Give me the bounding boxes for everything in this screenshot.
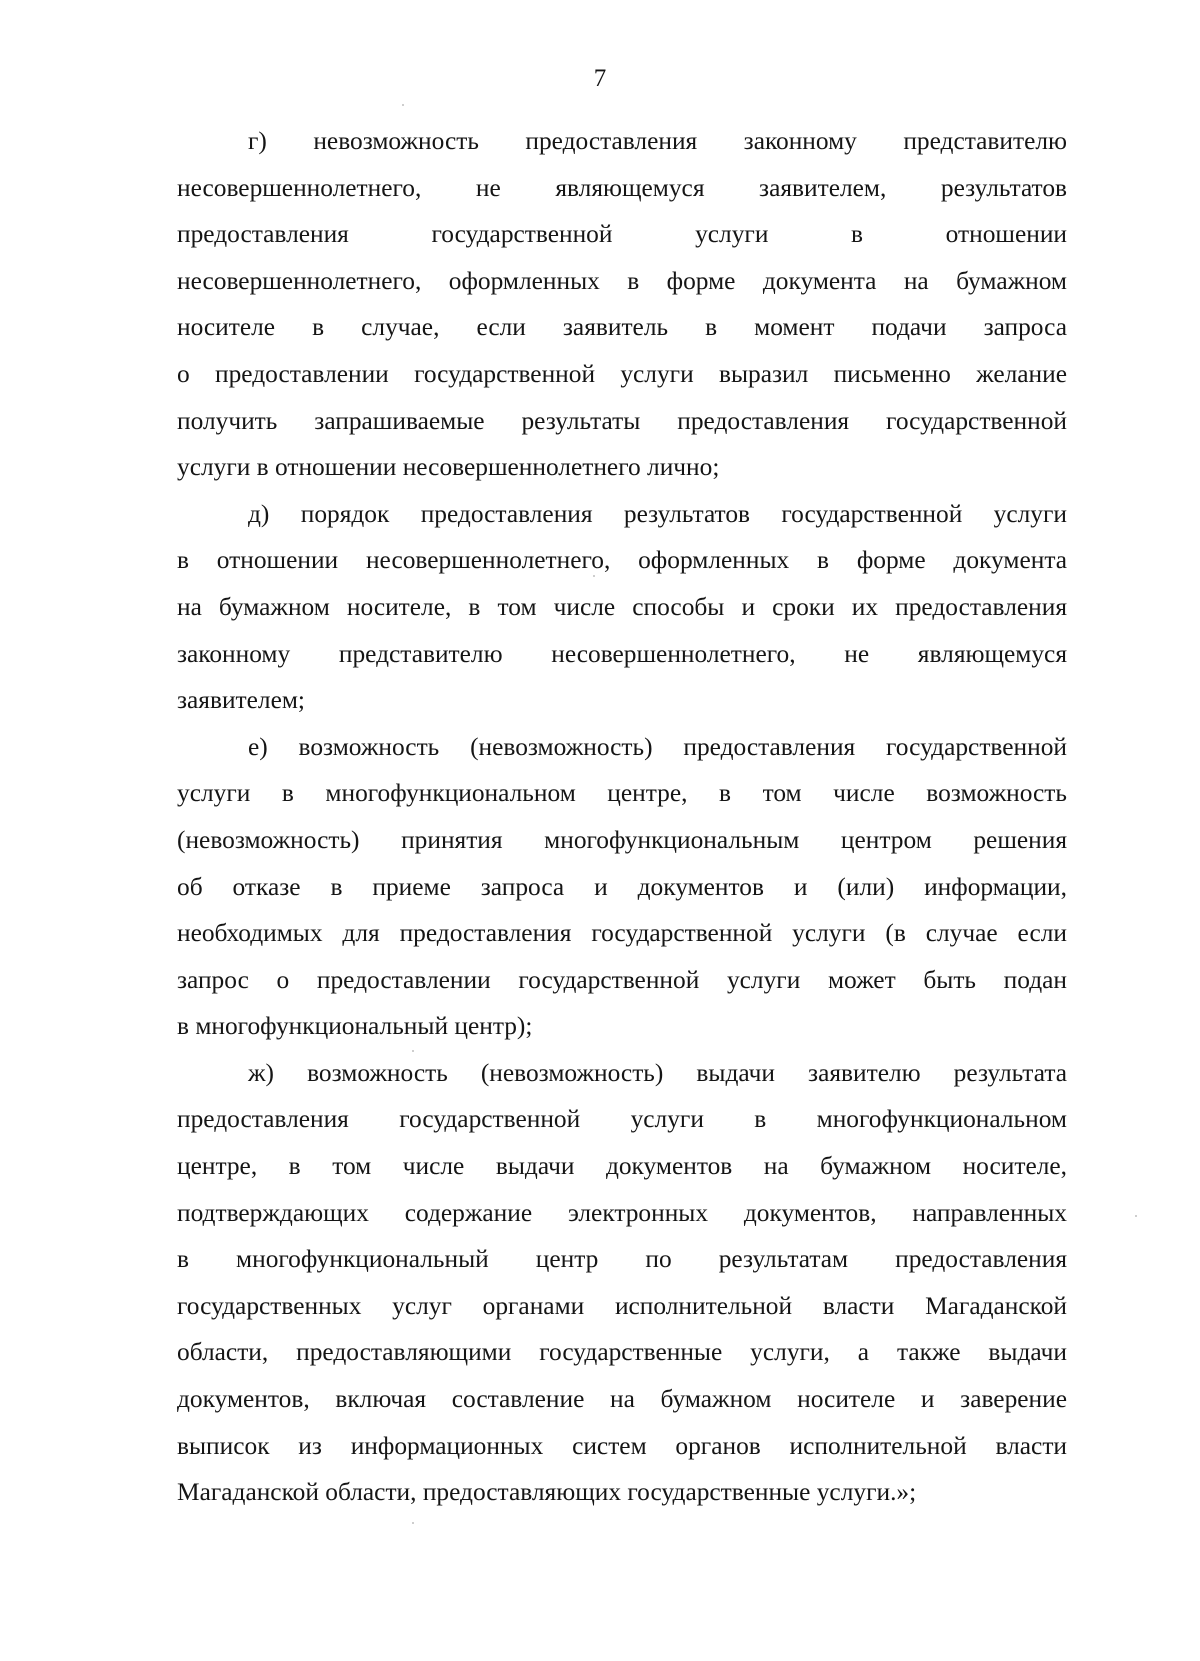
text-line: предоставления государственной услуги в отношении bbox=[177, 220, 1067, 249]
paragraph-d bbox=[177, 491, 1067, 724]
paragraph-e bbox=[177, 724, 1067, 1050]
text-line: об отказе в приеме запроса и документов и (или) информации, bbox=[177, 872, 1067, 901]
page-number: 7 bbox=[593, 65, 607, 92]
scan-speck bbox=[1135, 1215, 1137, 1217]
text-line: д) порядок предоставления результатов государственной услуги bbox=[248, 499, 1067, 528]
scan-speck bbox=[402, 104, 404, 106]
text-line: государственных услуг органами исполнительной власти Магаданской bbox=[177, 1291, 1067, 1320]
text-line: г) невозможность предоставления законному представителю bbox=[248, 127, 1067, 155]
text-line: получить запрашиваемые результаты предоставления государственной bbox=[177, 406, 1067, 435]
scan-speck bbox=[593, 575, 595, 577]
text-line: о предоставлении государственной услуги выразил письменно желание bbox=[177, 359, 1067, 388]
text-line: в многофункциональный центр); bbox=[177, 1012, 533, 1041]
scan-speck bbox=[412, 1522, 414, 1524]
text-line: в отношении несовершеннолетнего, оформленных в форме документа bbox=[177, 546, 1067, 575]
text-line: законному представителю несовершеннолетнего, не являющемуся bbox=[177, 639, 1067, 668]
text-line: на бумажном носителе, в том числе способы и сроки их предоставления bbox=[177, 592, 1067, 621]
text-line: несовершеннолетнего, не являющемуся заявителем, результатов bbox=[177, 173, 1067, 202]
text-line: услуги в многофункциональном центре, в том числе возможность bbox=[177, 779, 1067, 808]
paragraph-g bbox=[177, 118, 1067, 491]
text-line: (невозможность) принятия многофункциональным центром решения bbox=[177, 825, 1067, 854]
document-body bbox=[177, 118, 1067, 1516]
text-line: Магаданской области, предоставляющих государственные услуги.»; bbox=[177, 1478, 917, 1507]
text-line: несовершеннолетнего, оформленных в форме документа на бумажном bbox=[177, 266, 1067, 295]
text-line: необходимых для предоставления государственной услуги (в случае если bbox=[177, 919, 1067, 948]
text-line: заявителем; bbox=[177, 686, 305, 715]
text-line: документов, включая составление на бумажном носителе и заверение bbox=[177, 1385, 1067, 1414]
text-line: области, предоставляющими государственные услуги, а также выдачи bbox=[177, 1338, 1067, 1367]
text-line: носителе в случае, если заявитель в момент подачи запроса bbox=[177, 313, 1067, 342]
text-line: выписок из информационных систем органов исполнительной власти bbox=[177, 1431, 1067, 1460]
text-line: подтверждающих содержание электронных документов, направленных bbox=[177, 1198, 1067, 1227]
text-line: услуги в отношении несовершеннолетнего лично; bbox=[177, 453, 720, 482]
text-line: ж) возможность (невозможность) выдачи заявителю результата bbox=[248, 1058, 1067, 1087]
text-line: е) возможность (невозможность) предоставления государственной bbox=[248, 732, 1067, 761]
text-line: запрос о предоставлении государственной услуги может быть подан bbox=[177, 965, 1067, 994]
scan-speck bbox=[412, 1050, 414, 1052]
text-line: центре, в том числе выдачи документов на бумажном носителе, bbox=[177, 1152, 1067, 1181]
text-line: в многофункциональный центр по результатам предоставления bbox=[177, 1245, 1067, 1274]
text-line: предоставления государственной услуги в многофункциональном bbox=[177, 1105, 1067, 1134]
paragraph-zh bbox=[177, 1050, 1067, 1516]
